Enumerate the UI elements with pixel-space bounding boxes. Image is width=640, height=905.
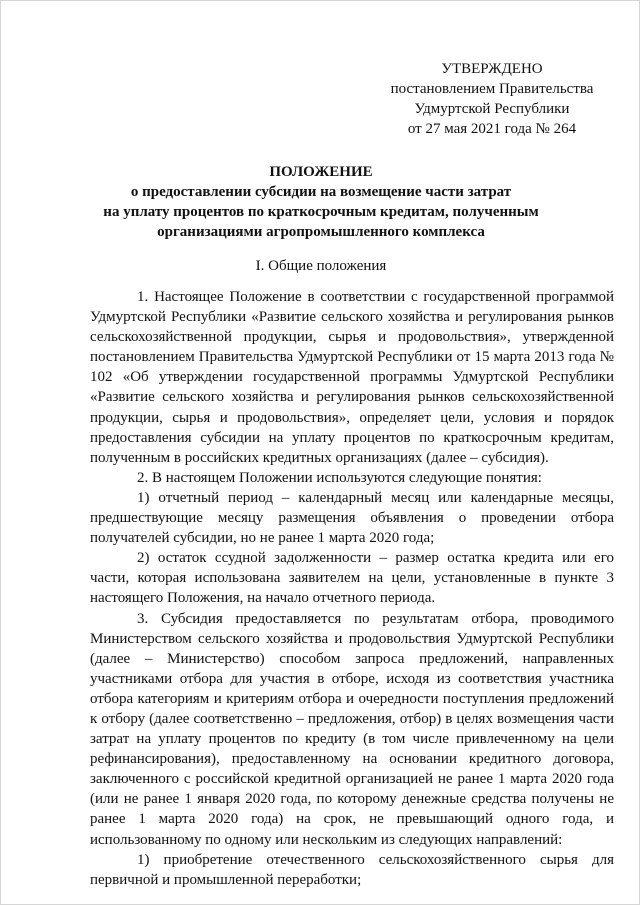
paragraph-clause-2: 2. В настоящем Положении используются следующие понятия:: [137, 469, 542, 486]
paragraph-subclause-1: 1) отчетный период – календарный месяц или календарные месяцы, предшествующие месяцу размещения объявления о проведении отбора получателей субсидии, но не ранее 1 марта 2020 года;: [90, 489, 614, 547]
paragraph-subclause-2: 2) остаток ссудной задолженности – размер остатка кредита или его части, которая использована заявителем на цели, установленные в пункте 3 настоящего Положения, на начало отчетного периода.: [90, 550, 614, 607]
approval-line-approved: УТВЕРЖДЕНО: [441, 61, 543, 77]
approval-line-decree: постановлением Правительства: [390, 81, 594, 97]
approval-line-republic: Удмуртской Республики: [414, 101, 570, 117]
title-line-subject-3: организациями агропромышленного комплекса: [157, 224, 485, 240]
paragraph-clause-1: 1. Настоящее Положение в соответствии с государственной программой Удмуртской Республики «Развитие сельского хозяйства и регулирования рынков сельскохозяйственной продукции, сырья и продовольствия», утвержденной постановлением Правительства Удмуртской Республики от 15 марта 2013 года № 102 «Об утверждении государственной программы Удмуртской Республики «Развитие сельского хозяйства и регулирования рынков сельскохозяйственной продукции, сырья и продовольствия», определяет цели, условия и порядок предоставления субсидии на уплату процентов по краткосрочным кредитам, полученным в российских кредитных организациях (далее – субсидия).: [90, 289, 614, 466]
title-line-heading: ПОЛОЖЕНИЕ: [269, 164, 373, 180]
title-line-subject-2: на уплату процентов по краткосрочным кредитам, полученным: [103, 204, 539, 220]
title-line-subject-1: о предоставлении субсидии на возмещение части затрат: [130, 184, 512, 200]
approval-line-date: от 27 мая 2021 года № 264: [407, 121, 577, 137]
section-heading: I. Общие положения: [255, 258, 387, 274]
paragraph-direction-1: 1) приобретение отечественного сельскохозяйственного сырья для первичной и промышленной переработки;: [90, 851, 614, 888]
approval-stamp: [377, 59, 607, 139]
document-title: [91, 162, 551, 242]
paragraph-clause-3: 3. Субсидия предоставляется по результатам отбора, проводимого Министерством сельского хозяйства и продовольствия Удмуртской Республики (далее – Министерство) способом запроса предложений, направленных участниками отбора для участия в отборе, исходя из соответствия участника отбора категориям и критериям отбора и очередности поступления предложений к отбору (далее соответственно – предложения, отбор) в целях возмещения части затрат на уплату процентов по кредиту (в том числе привлеченному на цели рефинансирования), предоставленному на основании кредитного договора, заключенного с российской кредитной организацией не ранее 1 марта 2020 года (или не ранее 1 января 2020 года, по которому денежные средства получены не ранее 1 марта 2020 года) на срок, не превышающий одного года, и использованному по одному или нескольким из следующих направлений:: [90, 610, 614, 848]
document-body: [90, 287, 614, 890]
